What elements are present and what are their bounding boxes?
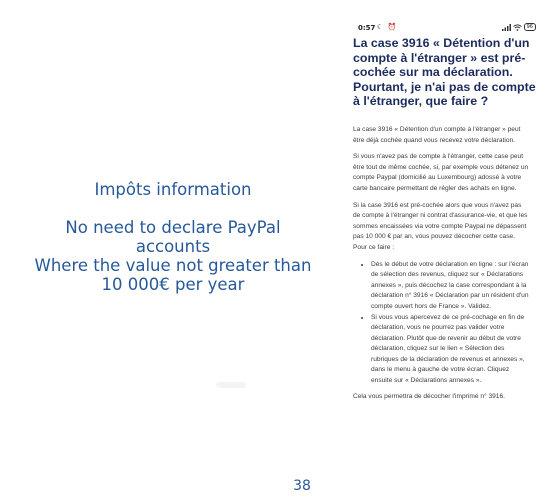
wifi-icon	[513, 24, 522, 31]
article-body	[353, 125, 529, 408]
article-title: La case 3916 « Détention d'un compte à l'étranger » est pré-cochée sur ma déclaration. Pourtant, je n'ai pas de compte à l'étranger, que faire ?	[353, 36, 536, 109]
faint-mark	[216, 382, 246, 388]
slide-caption	[14, 180, 332, 294]
article-paragraph: Si la case 3916 est pré-cochée alors que vous n'avez pas de compte à l'étranger ni contrat d'assurance-vie, et que les sommes encaissées via votre compte Paypal ne dépassent pas 10 000 € par an, vous pouvez décocher cette case. Pour ce faire :	[353, 201, 528, 251]
status-time: 0:57	[358, 24, 376, 32]
page-number: 38	[293, 478, 311, 494]
battery-icon: 96	[524, 23, 536, 31]
status-bar	[358, 24, 536, 34]
caption-line: Where the value not greater than	[34, 256, 312, 275]
article-paragraph: Si vous n'avez pas de compte à l'étranger, cette case peut être tout de même cochée, si, par exemple vous détenez un compte Paypal (domicilié au Luxembourg) adossé à votre carte bancaire permettant de régler des achats en ligne.	[353, 153, 529, 192]
article-paragraph: La case 3916 « Détention d'un compte à l'étranger » peut être déjà cochée quand vous recevez votre déclaration.	[353, 126, 521, 144]
caption-line: accounts	[135, 237, 211, 256]
instruction-list	[353, 260, 529, 387]
list-item: • Si vous vous apercevez de ce pré-cochage en fin de déclaration, vous ne pourrez pas valider votre déclaration. Plutôt que de revenir au début de votre déclaration, cliquez sur le lien « Sélection des rubriques de la déclaration de revenus et annexes », dans le menu à gauche de votre écran. Cliquez ensuite sur « Déclarations annexes ».	[371, 313, 529, 387]
phone-screenshot	[345, 22, 541, 460]
signal-icon	[502, 24, 511, 31]
list-item: • Dès le début de votre déclaration en ligne : sur l'écran de sélection des revenus, cliquez sur « Déclarations annexes », puis décochez la case correspondant à la déclaration n° 3916 « Déclaration par un résident d'un compte ouvert hors de France ». Validez.	[371, 260, 529, 313]
status-right-icons	[502, 23, 536, 31]
closing-paragraph: Cela vous permettra de décocher l'imprimé n° 3916.	[353, 392, 505, 400]
status-notification-icons: ☾ ⏰	[377, 23, 398, 31]
caption-line: 10 000€ per year	[101, 275, 245, 294]
caption-line: No need to declare PayPal	[65, 218, 281, 237]
caption-heading: Impôts information	[94, 180, 252, 199]
